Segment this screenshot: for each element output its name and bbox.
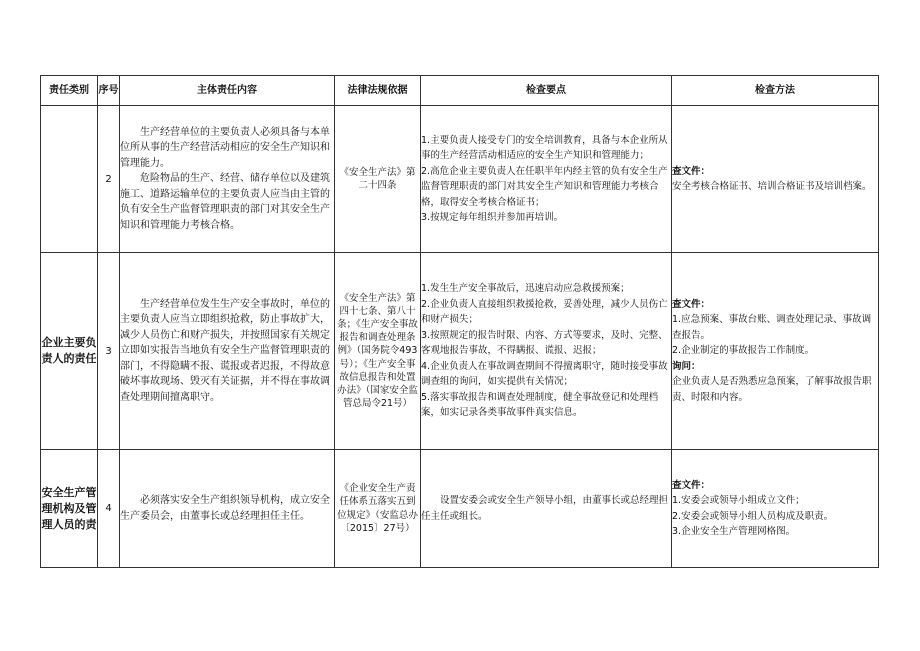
- row-content: [120, 450, 335, 568]
- method-line: 2.企业制定的事故报告工作制度。: [672, 345, 815, 357]
- header-points: 检查要点: [421, 76, 672, 106]
- row-category: 企业主要负责人的责任: [41, 253, 98, 450]
- method-line: 1.安委会或领导小组成立文件；: [672, 495, 805, 506]
- row-number: 2: [98, 106, 120, 253]
- header-number: 序号: [98, 76, 120, 106]
- row-category: 安全生产管理机构及管理人员的责: [41, 450, 98, 568]
- row-points: [421, 106, 672, 253]
- content-paragraph: 生产经营单位发生生产安全事故时，单位的主要负责人应当立即组织抢救，防止事故扩大，减少人员伤亡和财产损失，并按照国家有关规定立即如实报告当地负有安全生产监督管理职责的部门，不得隐瞒不报、谎报或者迟报，不得故意破坏事故现场、毁灭有关证据，并不得在事故调查处理期间擅离职守。: [120, 298, 330, 403]
- method-line: 2.安委会或领导小组人员构成及职责。: [672, 510, 834, 522]
- responsibility-table: [40, 75, 879, 568]
- point-item: 2.高危企业主要负责人在任职半年内经主管的负有安全生产监督管理职责的部门对其安全生产知识和管理能力考核合格，取得安全考核合格证书；: [421, 165, 668, 208]
- row-points: [421, 253, 672, 450]
- table-row: [41, 106, 879, 253]
- header-content: 主体责任内容: [120, 76, 335, 106]
- header-method: 检查方法: [672, 76, 879, 106]
- row-points: [421, 450, 672, 568]
- method-line: 1.应急预案、事故台账、调查处理记录、事故调查报告。: [672, 314, 872, 341]
- point-item: 1.主要负责人接受专门的安全培训教育，具备与本企业所从事的生产经营活动相适应的安全生产知识和管理能力；: [421, 134, 668, 161]
- point-item: 4.企业负责人在事故调查期间不得擅离职守，随时接受事故调查组的询问，如实提供有关情况；: [421, 360, 668, 388]
- row-method: [672, 450, 879, 568]
- row-content: [120, 253, 335, 450]
- row-category: [41, 106, 98, 253]
- method-line: 企业负责人是否熟悉应急预案，了解事故报告职责、时限和内容。: [672, 376, 872, 403]
- row-number: 3: [98, 253, 120, 450]
- header-category: 责任类别: [41, 76, 98, 106]
- row-law: 《企业安全生产责任体系五落实五到位规定》（安监总办〔2015〕27号）: [335, 450, 421, 568]
- row-method: [672, 106, 879, 253]
- header-law: 法律法规依据: [335, 76, 421, 106]
- method-line: 安全考核合格证书、培训合格证书及培训档案。: [672, 181, 872, 192]
- point-item: 设置安委会或安全生产领导小组，由董事长或总经理担任主任或组长。: [421, 495, 669, 522]
- table-row: [41, 253, 879, 450]
- point-item: 2.企业负责人直接组织救援抢救，妥善处理，减少人员伤亡和财产损失；: [421, 298, 668, 326]
- content-paragraph: 危险物品的生产、经营、储存单位以及建筑施工、道路运输单位的主要负责人应当由主管的负有安全生产监督管理职责的部门对其安全生产知识和管理能力考核合格。: [120, 173, 330, 231]
- content-paragraph: 必须落实安全生产组织领导机构，成立安全生产委员会，由董事长或总经理担任主任。: [120, 495, 330, 522]
- point-item: 1.发生生产安全事故后，迅速启动应急救援预案；: [421, 283, 630, 295]
- point-item: 3.按照规定的报告时限、内容、方式等要求，及时、完整、客观地报告事故，不得瞒报、谎报、迟报；: [421, 329, 668, 357]
- method-line: 3.企业安全生产管理网格图。: [672, 526, 796, 537]
- method-line: 查文件：: [672, 165, 711, 177]
- row-law: 《安全生产法》第四十七条、第八十条；《生产安全事故报告和调查处理条例》（国务院令493号）；《生产安全事故信息报告和处置办法》（国家安全监管总局令21号）: [335, 253, 421, 450]
- method-line: 查文件：: [672, 298, 711, 310]
- row-number: 4: [98, 450, 120, 568]
- row-law: 《安全生产法》第二十四条: [335, 106, 421, 253]
- table-header-row: [41, 76, 879, 106]
- table-row: [41, 450, 879, 568]
- point-item: 5.落实事故报告和调查处理制度，健全事故登记和处理档案，如实记录各类事故事件真实信息。: [421, 391, 659, 419]
- row-content: [120, 106, 335, 253]
- content-paragraph: 生产经营单位的主要负责人必须具备与本单位所从事的生产经营活动相应的安全生产知识和管理能力。: [120, 126, 330, 169]
- point-item: 3.按规定每年组织并参加再培训。: [421, 212, 564, 223]
- row-method: [672, 253, 879, 450]
- method-line: 查文件：: [672, 479, 711, 491]
- method-line: 询问：: [672, 360, 701, 372]
